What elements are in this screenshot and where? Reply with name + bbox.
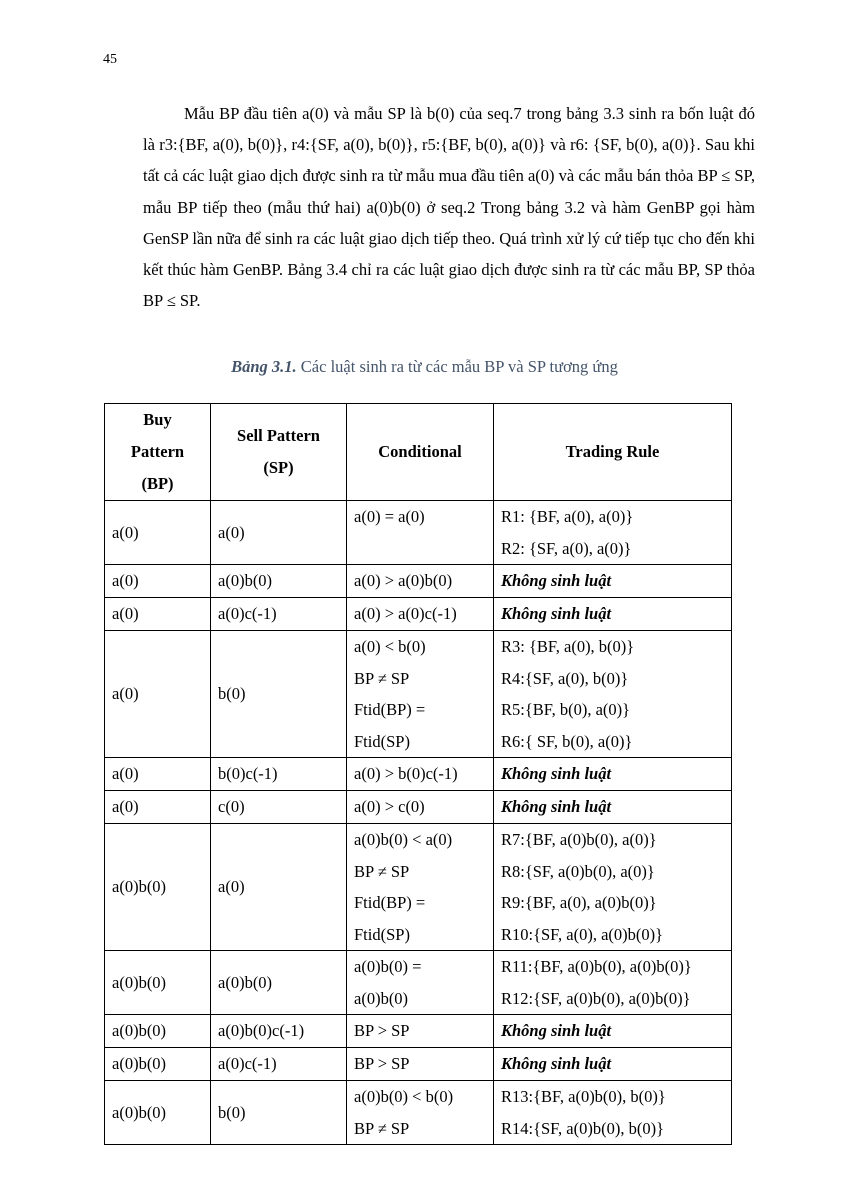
condition-line: Ftid(SP) xyxy=(354,924,410,944)
table-body xyxy=(105,501,732,1145)
rule-line: R3: {BF, a(0), b(0)} xyxy=(501,637,635,656)
header-line: Buy xyxy=(143,410,172,429)
buy-pattern-cell: a(0) xyxy=(105,598,211,631)
table-row xyxy=(105,824,732,951)
table-row xyxy=(105,565,732,598)
condition-line: BP > SP xyxy=(354,1054,410,1073)
table-header-row xyxy=(105,404,732,501)
rule-line: R13:{BF, a(0)b(0), b(0)} xyxy=(501,1087,666,1106)
no-rule-text: Không sinh luật xyxy=(501,764,612,783)
condition-line: a(0) > a(0)b(0) xyxy=(354,571,453,590)
condition-line: BP ≠ SP xyxy=(354,1118,410,1138)
sell-pattern-cell: b(0) xyxy=(211,1081,347,1145)
condition-line: a(0) = a(0) xyxy=(354,507,425,526)
header-line: Pattern xyxy=(130,442,185,461)
no-rule-text: Không sinh luật xyxy=(501,797,612,816)
header-conditional: Conditional xyxy=(347,404,494,501)
rule-line: R2: {SF, a(0), a(0)} xyxy=(501,538,632,558)
table-caption xyxy=(143,357,706,377)
conditional-cell xyxy=(347,501,494,565)
rule-line: R5:{BF, b(0), a(0)} xyxy=(501,700,631,719)
rule-line: R12:{SF, a(0)b(0), a(0)b(0)} xyxy=(501,988,691,1008)
buy-pattern-cell: a(0) xyxy=(105,791,211,824)
table-row xyxy=(105,501,732,565)
buy-pattern-cell: a(0) xyxy=(105,631,211,758)
table-row xyxy=(105,631,732,758)
rule-line: R11:{BF, a(0)b(0), a(0)b(0)} xyxy=(501,957,692,976)
buy-pattern-cell: a(0) xyxy=(105,501,211,565)
rule-line: R14:{SF, a(0)b(0), b(0)} xyxy=(501,1118,665,1138)
sell-pattern-cell: b(0) xyxy=(211,631,347,758)
page-number: 45 xyxy=(103,52,117,67)
condition-line: a(0) < b(0) xyxy=(354,637,426,656)
sell-pattern-cell: a(0)b(0) xyxy=(211,951,347,1015)
condition-line: Ftid(SP) xyxy=(354,731,410,751)
trading-rules-table xyxy=(104,403,732,1145)
condition-line: a(0) > b(0)c(-1) xyxy=(354,764,458,783)
rule-line: R9:{BF, a(0), a(0)b(0)} xyxy=(501,893,657,912)
header-line: (BP) xyxy=(141,474,174,493)
table-row xyxy=(105,951,732,1015)
sell-pattern-cell: a(0)c(-1) xyxy=(211,1048,347,1081)
paragraph-line: bốn luật đó là r3:{BF, a(0), b(0)}, r4:{SF, a(0), b(0)}, r5:{BF, b(0), a(0)} và r6: xyxy=(143,104,755,155)
paragraph-line: ở seq.2 Trong bảng 3.2 và hàm GenBP gọi hàm GenSP lần nữa để sinh ra các xyxy=(143,197,756,248)
paragraph-line: GenBP. Bảng 3.4 chỉ ra các luật giao dịch được sinh ra từ các mẫu BP, SP thỏa xyxy=(233,260,755,280)
conditional-cell xyxy=(347,791,494,824)
trading-rule-cell xyxy=(494,501,732,565)
buy-pattern-cell: a(0) xyxy=(105,565,211,598)
condition-line: a(0)b(0) < a(0) xyxy=(354,830,453,849)
sell-pattern-cell: a(0) xyxy=(211,824,347,951)
conditional-cell xyxy=(347,631,494,758)
conditional-cell xyxy=(347,565,494,598)
condition-line: BP > SP xyxy=(354,1021,410,1040)
conditional-cell xyxy=(347,1081,494,1145)
condition-line: Ftid(BP) = xyxy=(354,700,426,719)
paragraph-line: luật giao dịch tiếp theo. Quá trình xử lý cứ tiếp tục cho đến khi kết thúc hàm xyxy=(143,228,755,280)
paragraph-line: BP ≤ SP. xyxy=(143,291,201,311)
sell-pattern-cell: a(0)c(-1) xyxy=(211,598,347,631)
caption-label: Bảng 3.1. xyxy=(231,357,297,376)
trading-rule-cell xyxy=(494,631,732,758)
rule-line: R8:{SF, a(0)b(0), a(0)} xyxy=(501,861,655,881)
condition-line: a(0) > c(0) xyxy=(354,797,425,816)
buy-pattern-cell: a(0)b(0) xyxy=(105,1015,211,1048)
sell-pattern-cell: a(0) xyxy=(211,501,347,565)
table-row xyxy=(105,758,732,791)
header-trading-rule: Trading Rule xyxy=(494,404,732,501)
rule-line: R7:{BF, a(0)b(0), a(0)} xyxy=(501,830,657,849)
condition-line: BP ≠ SP xyxy=(354,861,410,881)
table-row xyxy=(105,791,732,824)
conditional-cell xyxy=(347,824,494,951)
rule-line: R10:{SF, a(0), a(0)b(0)} xyxy=(501,924,664,944)
sell-pattern-cell: a(0)b(0)c(-1) xyxy=(211,1015,347,1048)
trading-rule-cell xyxy=(494,1015,732,1048)
trading-rule-cell xyxy=(494,951,732,1015)
trading-rule-cell xyxy=(494,824,732,951)
paragraph-line: tiên a(0) và các mẫu bán thỏa BP ≤ SP, mẫu BP tiếp theo (mẫu thứ hai) a(0)b(0) xyxy=(143,166,756,217)
table-row xyxy=(105,1081,732,1145)
trading-rule-cell xyxy=(494,1048,732,1081)
buy-pattern-cell: a(0)b(0) xyxy=(105,1048,211,1081)
condition-line: a(0) > a(0)c(-1) xyxy=(354,604,457,623)
header-sell-pattern xyxy=(211,404,347,501)
no-rule-text: Không sinh luật xyxy=(501,571,612,590)
table-row xyxy=(105,1015,732,1048)
header-line: (SP) xyxy=(263,458,294,477)
condition-line: BP ≠ SP xyxy=(354,668,410,688)
condition-line: a(0)b(0) = xyxy=(354,957,422,976)
no-rule-text: Không sinh luật xyxy=(501,1021,612,1040)
paragraph-line: Mẫu BP đầu tiên a(0) và mẫu SP là b(0) của seq.7 trong bảng 3.3 sinh ra xyxy=(184,104,675,123)
rule-line: R4:{SF, a(0), b(0)} xyxy=(501,668,629,688)
sell-pattern-cell: c(0) xyxy=(211,791,347,824)
no-rule-text: Không sinh luật xyxy=(501,604,612,623)
condition-line: a(0)b(0) xyxy=(354,988,409,1008)
buy-pattern-cell: a(0)b(0) xyxy=(105,951,211,1015)
caption-text: Các luật sinh ra từ các mẫu BP và SP tương ứng xyxy=(296,357,618,376)
condition-line: a(0)b(0) < b(0) xyxy=(354,1087,454,1106)
no-rule-text: Không sinh luật xyxy=(501,1054,612,1073)
conditional-cell xyxy=(347,598,494,631)
body-paragraph xyxy=(143,98,755,316)
conditional-cell xyxy=(347,1015,494,1048)
sell-pattern-cell: a(0)b(0) xyxy=(211,565,347,598)
paragraph-line: {SF, b(0), a(0)}. Sau khi tất cả các luật giao dịch được sinh ra từ mẫu mua đầu xyxy=(143,135,755,186)
conditional-cell xyxy=(347,1048,494,1081)
buy-pattern-cell: a(0)b(0) xyxy=(105,824,211,951)
trading-rule-cell xyxy=(494,1081,732,1145)
conditional-cell xyxy=(347,951,494,1015)
condition-line: Ftid(BP) = xyxy=(354,893,426,912)
trading-rule-cell xyxy=(494,758,732,791)
rule-line: R1: {BF, a(0), a(0)} xyxy=(501,507,634,526)
trading-rule-cell xyxy=(494,565,732,598)
buy-pattern-cell: a(0)b(0) xyxy=(105,1081,211,1145)
header-line: Sell Pattern xyxy=(237,426,320,445)
table-row xyxy=(105,1048,732,1081)
trading-rule-cell xyxy=(494,598,732,631)
sell-pattern-cell: b(0)c(-1) xyxy=(211,758,347,791)
conditional-cell xyxy=(347,758,494,791)
rule-line: R6:{ SF, b(0), a(0)} xyxy=(501,731,633,751)
table-row xyxy=(105,598,732,631)
trading-rule-cell xyxy=(494,791,732,824)
buy-pattern-cell: a(0) xyxy=(105,758,211,791)
header-buy-pattern xyxy=(105,404,211,501)
